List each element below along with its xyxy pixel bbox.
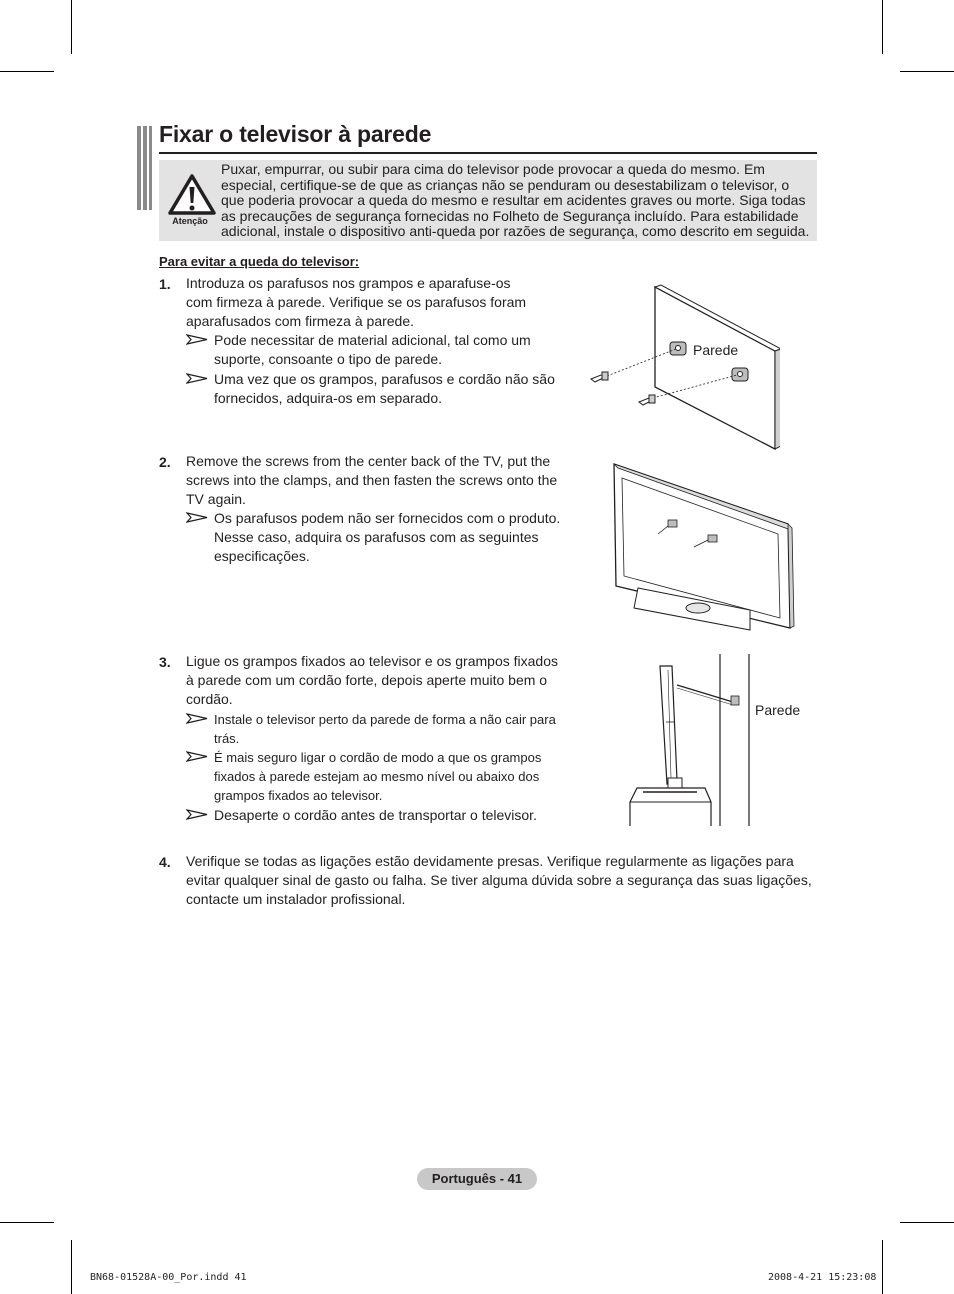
step-text: Verifique se todas as ligações estão devidamente presas. Verifique regularmente as ligações para evitar qualquer sinal de gasto ou falha. Se tiver alguma dúvida sobre a segurança das suas ligações, contacte um instalador profissional.	[186, 853, 812, 907]
note	[186, 806, 566, 825]
step-text: Ligue os grampos fixados ao televisor e os grampos fixados à parede com um cordão forte, depois aperte muito bem o cordão.	[186, 653, 558, 707]
note	[186, 509, 566, 566]
note	[186, 331, 556, 369]
tv-back-illustration	[610, 458, 795, 638]
title-decoration	[137, 126, 153, 210]
crop-mark	[882, 0, 883, 54]
note-arrow-icon	[186, 713, 208, 724]
step-number: 3.	[159, 654, 171, 670]
title-rule	[159, 152, 817, 154]
note-text: Pode necessitar de material adicional, tal como um suporte, consoante o tipo de parede.	[214, 332, 531, 367]
note	[186, 748, 566, 805]
crop-mark	[900, 1222, 954, 1223]
step-number: 2.	[159, 454, 171, 470]
note-arrow-icon	[186, 809, 208, 820]
wall-label: Parede	[755, 702, 801, 718]
step-text: Introduza os parafusos nos grampos e aparafuse-os com firmeza à parede. Verifique se os parafusos foram aparafusados com firmeza à parede.	[186, 275, 527, 329]
warning-icon	[167, 173, 217, 217]
step-text: Remove the screws from the center back of the TV, put the screws into the clamps, and then fasten the screws onto the TV again.	[186, 453, 558, 507]
wall-label: Parede	[693, 342, 739, 358]
warning-text: Puxar, empurrar, ou subir para cima do televisor pode provocar a queda do mesmo. Em especial, certifique-se de que as crianças não se penduram ou desestabilizam o televisor, o que poderia provocar a queda do mesmo e resultar em acidentes graves ou morte. Siga todas as precauções de segurança fornecidas no Folheto de Segurança incluído. Para estabilidade adicional, instale o dispositivo anti-queda por razões de segurança, como descrito em seguida.	[221, 161, 810, 239]
page-title: Fixar o televisor à parede	[159, 121, 432, 147]
tv-side-wall-illustration	[625, 652, 755, 827]
print-slug-date: 2008-4-21 15:23:08	[768, 1272, 877, 1283]
note-text: Os parafusos podem não ser fornecidos com o produto. Nesse caso, adquira os parafusos com as seguintes especificações.	[214, 510, 561, 564]
note	[186, 370, 556, 408]
warning-label: Atenção	[172, 216, 208, 226]
clamp-icon	[731, 696, 739, 705]
note-arrow-icon	[186, 751, 208, 762]
screw-icon	[639, 395, 655, 405]
page-number-badge: Português - 41	[417, 1168, 537, 1190]
crop-mark	[0, 71, 54, 72]
crop-mark	[71, 1240, 72, 1294]
step-number: 1.	[159, 276, 171, 292]
note	[186, 710, 566, 748]
print-slug-file: BN68-01528A-00_Por.indd 41	[90, 1272, 247, 1283]
note-text: Instale o televisor perto da parede de forma a não cair para trás.	[214, 712, 556, 746]
crop-mark	[882, 1240, 883, 1294]
note-arrow-icon	[186, 334, 208, 345]
warning-box	[159, 160, 817, 241]
section-subheading: Para evitar a queda do televisor:	[159, 254, 360, 269]
crop-mark	[71, 0, 72, 54]
note-text: Desaperte o cordão antes de transportar o televisor.	[214, 807, 537, 823]
note-text: Uma vez que os grampos, parafusos e cordão não são fornecidos, adquira-os em separado.	[214, 371, 555, 406]
note-text: É mais seguro ligar o cordão de modo a que os grampos fixados à parede estejam ao mesmo nível ou abaixo dos grampos fixados ao televisor.	[214, 750, 542, 803]
wall-clamp-illustration	[585, 283, 780, 453]
note-arrow-icon	[186, 373, 208, 384]
crop-mark	[900, 71, 954, 72]
screw-icon	[591, 372, 608, 382]
crop-mark	[0, 1222, 54, 1223]
note-arrow-icon	[186, 512, 208, 523]
clamp-icon	[732, 368, 748, 381]
step-number: 4.	[159, 854, 171, 870]
clamp-icon	[670, 342, 686, 355]
